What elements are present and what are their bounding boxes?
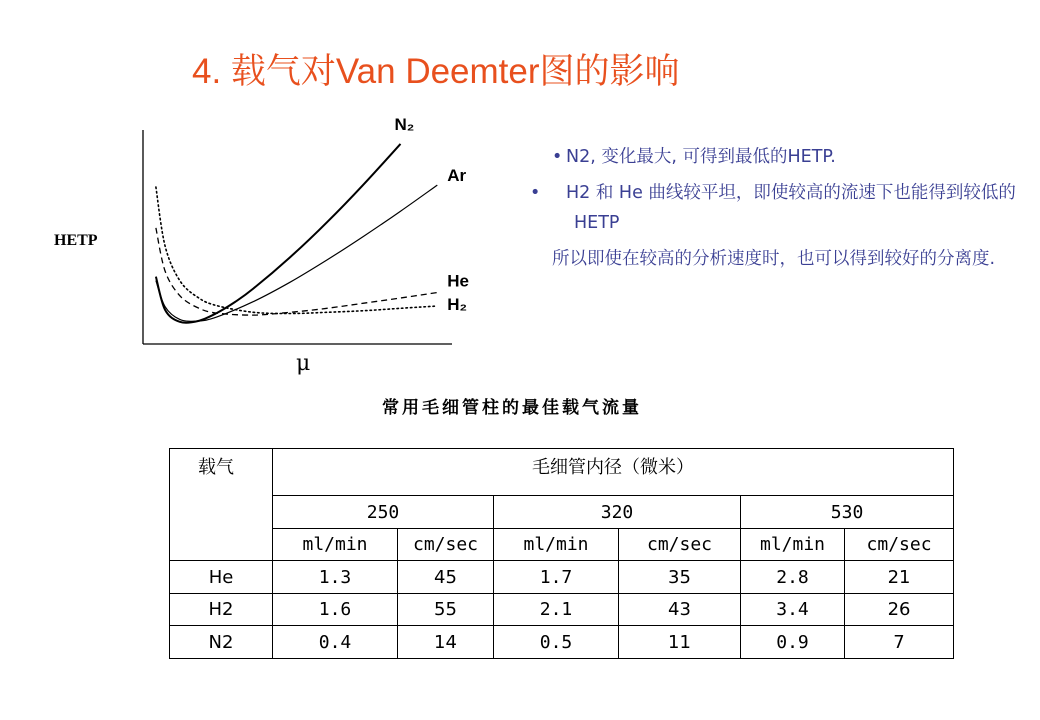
series-line [156,185,437,321]
series-label: He [447,271,470,291]
y-axis-label: HETP [54,232,98,249]
chart-series [156,144,437,323]
table-cell: 7 [845,626,954,659]
table-row [170,626,954,659]
series-line [156,228,437,315]
table-cell: 35 [619,561,741,594]
table-cell: 0.4 [273,626,398,659]
table-row [170,594,954,626]
table-cell: 1.3 [273,561,398,594]
table-cell: 0.5 [494,626,619,659]
van-deemter-chart [40,118,480,378]
header-carrier-gas: 载气 [170,449,273,561]
header-capillary-id: 毛细管内径（微米） [273,449,954,496]
row-gas: N2 [170,626,273,659]
header-unit: ml/min [273,529,398,561]
table-row [170,561,954,594]
table-cell: 3.4 [741,594,845,626]
table-cell: 2.1 [494,594,619,626]
table-cell: 43 [619,594,741,626]
x-axis-label: μ [296,351,311,376]
header-diameter: 250 [273,496,494,529]
table-cell: 45 [398,561,494,594]
table-cell: 26 [845,594,954,626]
table-cell: 1.6 [273,594,398,626]
row-gas: He [170,561,273,594]
header-unit: cm/sec [398,529,494,561]
table-cell: 21 [845,561,954,594]
carrier-flow-table [169,448,954,659]
header-unit: cm/sec [845,529,954,561]
bullet-item [530,178,1022,238]
series-label: Ar [447,166,467,186]
header-unit: ml/min [741,529,845,561]
table-cell: 0.9 [741,626,845,659]
header-diameter: 320 [494,496,741,529]
bullet-dot: • [530,183,541,203]
bullet-list [530,142,1022,280]
bullet-text: N2, 变化最大, 可得到最低的HETP. [566,147,836,167]
header-unit: ml/min [494,529,619,561]
bullet-item [552,142,1022,172]
header-unit: cm/sec [619,529,741,561]
table-caption: 常用毛细管柱的最佳载气流量 [382,398,642,418]
table-cell: 1.7 [494,561,619,594]
bullet-item [552,244,1022,274]
row-gas: H2 [170,594,273,626]
header-diameter: 530 [741,496,954,529]
slide-title: 4. 载气对Van Deemter图的影响 [192,52,680,91]
bullet-dot: • [552,147,563,167]
table-cell: 11 [619,626,741,659]
bullet-text: H2 和 He 曲线较平坦，即使较高的流速下也能得到较低的HETP [566,183,1016,233]
table-cell: 55 [398,594,494,626]
table-cell: 14 [398,626,494,659]
bullet-text: 所以即使在较高的分析速度时，也可以得到较好的分离度. [552,249,996,269]
series-label: N₂ [394,118,415,134]
table-cell: 2.8 [741,561,845,594]
series-labels [395,118,470,314]
series-line [156,144,401,323]
series-label: H₂ [447,294,468,314]
